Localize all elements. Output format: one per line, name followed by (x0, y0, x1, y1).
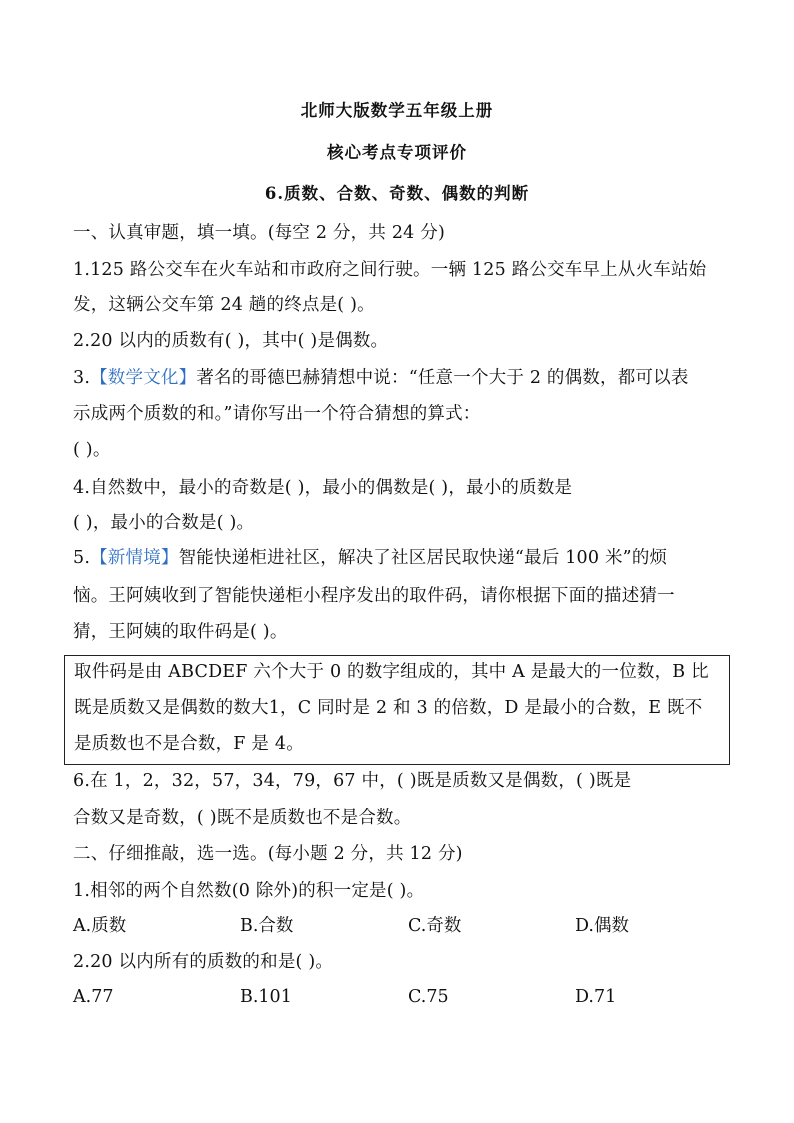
q6-line2: 合数又是奇数，( )既不是质数也不是合数。 (73, 808, 412, 828)
q1-line1: 1.125 路公交车在火车站和市政府之间行驶。一辆 125 路公交车早上从火车站始 (73, 260, 707, 280)
q5-tag: 【新情境】 (90, 548, 179, 568)
series-title: 核心考点专项评价 (327, 143, 467, 162)
box-line2: 既是质数又是偶数的数大1，C 同时是 2 和 3 的倍数，D 是最小的合数，E 既不 (74, 698, 703, 718)
mc-q1-option-a: A.质数 (73, 916, 127, 936)
q4-line2: ( )，最小的合数是( )。 (73, 513, 255, 533)
q5-line3: 猜，王阿姨的取件码是( )。 (73, 622, 288, 642)
q5-text: 智能快递柜进社区，解决了社区居民取快递“最后 100 米”的烦 (178, 548, 668, 568)
book-title: 北师大版数学五年级上册 (300, 101, 494, 120)
topic-title: 6.质数、合数、奇数、偶数的判断 (264, 184, 530, 203)
mc-q2-option-d: D.71 (575, 987, 617, 1007)
q1-line2: 发，这辆公交车第 24 趟的终点是( )。 (73, 295, 375, 315)
mc-q1-option-c: C.奇数 (408, 916, 462, 936)
mc-q2-option-a: A.77 (73, 987, 114, 1007)
q6-line1: 6.在 1，2，32，57，34，79，67 中，( )既是质数又是偶数，( )既是 (73, 771, 632, 791)
box-line1: 取件码是由 ABCDEF 六个大于 0 的数字组成的，其中 A 是最大的一位数，B 比 (74, 662, 709, 682)
q4-line1: 4.自然数中，最小的奇数是( )，最小的偶数是( )，最小的质数是 (73, 478, 573, 498)
box-line3: 是质数也不是合数，F 是 4。 (74, 734, 304, 754)
section1-heading: 一、认真审题，填一填。(每空 2 分，共 24 分) (73, 223, 446, 243)
q3-line1 (73, 370, 689, 388)
mc-q2-option-c: C.75 (408, 987, 449, 1007)
q5-line1 (73, 550, 667, 568)
q5-line2: 恼。王阿姨收到了智能快递柜小程序发出的取件码，请你根据下面的描述猜一 (73, 586, 675, 606)
q2-line1: 2.20 以内的质数有( )，其中( )是偶数。 (73, 331, 389, 351)
mc-q2-stem: 2.20 以内所有的质数的和是( )。 (73, 952, 334, 972)
q3-text: 著名的哥德巴赫猜想中说：“任意一个大于 2 的偶数，都可以表 (196, 368, 689, 388)
q3-line3: ( )。 (73, 440, 111, 460)
q3-line2: 示成两个质数的和。”请你写出一个符合猜想的算式： (73, 404, 481, 424)
mc-q1-stem: 1.相邻的两个自然数(0 除外)的积一定是( )。 (73, 881, 425, 901)
q3-tag: 【数学文化】 (90, 368, 197, 388)
mc-q1-option-d: D.偶数 (575, 916, 629, 936)
section2-heading: 二、仔细推敲，选一选。(每小题 2 分，共 12 分) (73, 844, 463, 864)
pickup-code-box (64, 655, 730, 765)
mc-q2-option-b: B.101 (240, 987, 292, 1007)
q5-number: 5. (73, 548, 91, 568)
mc-q1-option-b: B.合数 (240, 916, 294, 936)
q3-number: 3. (73, 368, 91, 388)
